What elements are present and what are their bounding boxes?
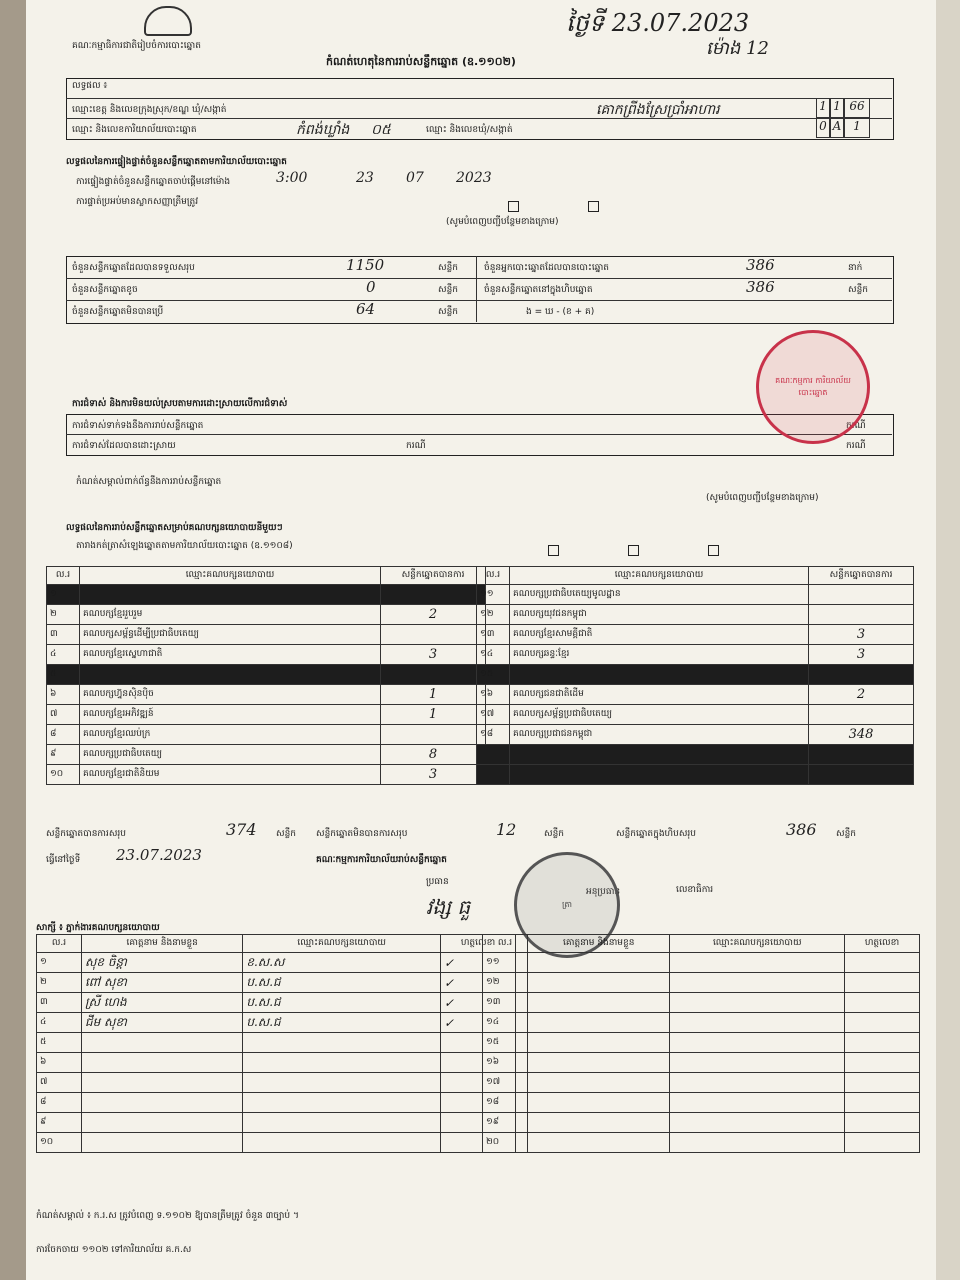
party-results-left xyxy=(46,566,486,785)
party-name xyxy=(510,765,809,785)
objection-count-label: ករណី xyxy=(406,441,426,451)
summary-a-unit: សន្លឹក xyxy=(438,263,458,273)
witness-no: ១ xyxy=(37,953,82,973)
party-results-right xyxy=(476,566,914,785)
party-votes xyxy=(381,725,486,745)
party-no: ៨ xyxy=(47,725,80,745)
party-name xyxy=(80,585,381,605)
code-box: 1 xyxy=(844,118,870,138)
party-name xyxy=(510,665,809,685)
start-time-value: 3:00 xyxy=(276,170,308,186)
summary-e-label: ចំនួនសន្លឹកឆ្នោតនៅក្នុងហិបឆ្នោត xyxy=(484,285,593,295)
witness-empty-cell xyxy=(670,1113,845,1133)
objection-row1: ការជំទាស់ទាក់ទងនឹងការរាប់សន្លឹកឆ្នោត xyxy=(72,421,204,431)
summary-d-label: ចំនួនអ្នកបោះឆ្នោតដែលបានបោះឆ្នោត xyxy=(484,263,610,273)
witness-row xyxy=(37,1053,516,1073)
objection-row2: ការជំទាស់ដែលបានដោះស្រាយ xyxy=(72,441,176,451)
witness-row xyxy=(483,953,920,973)
witness-row xyxy=(37,1033,516,1053)
objection-count-label-3: ករណី xyxy=(846,441,866,451)
witness-name: ពៅ សុខា xyxy=(82,973,243,993)
party-row xyxy=(477,745,914,765)
witness-no: ២០ xyxy=(483,1133,528,1153)
witness-no: ៣ xyxy=(37,993,82,1013)
summary-b-value: 0 xyxy=(366,278,376,296)
witness-no: ១២ xyxy=(483,973,528,993)
start-month: 07 xyxy=(406,170,424,186)
party-no: ១០ xyxy=(47,765,80,785)
party-name xyxy=(80,665,381,685)
summary-a-value: 1150 xyxy=(346,256,385,274)
party-votes xyxy=(381,585,486,605)
witness-table-left xyxy=(36,934,516,1153)
objection-footnote: កំណត់សម្គាល់ពាក់ព័ន្ធនឹងការរាប់សន្លឹកឆ្នោត xyxy=(76,477,222,487)
witness-col-no: ល.រ xyxy=(37,935,82,953)
party-votes: 8 xyxy=(381,745,486,765)
witness-col-name: គោត្តនាម និងនាមខ្លួន xyxy=(82,935,243,953)
witness-empty-cell xyxy=(845,1113,920,1133)
code-box: 1 xyxy=(816,98,830,118)
witness-no: ១៥ xyxy=(483,1033,528,1053)
party-row xyxy=(47,705,486,725)
witness-party: ប.ស.ជ xyxy=(243,973,441,993)
party-votes: 3 xyxy=(381,765,486,785)
witness-row xyxy=(37,1013,516,1033)
witness-row xyxy=(483,973,920,993)
witness-name xyxy=(82,1073,243,1093)
start-day: 23 xyxy=(356,170,374,186)
summary-c-label: ចំនួនសន្លឹកឆ្នោតមិនបានប្រើ xyxy=(72,307,164,317)
witness-empty-cell xyxy=(845,1053,920,1073)
party-row xyxy=(477,645,914,665)
witness-name: ស្រី ហេង xyxy=(82,993,243,1013)
party-name: គណបក្សខ្មែរឈប់ក្រ xyxy=(80,725,381,745)
witness-empty-cell xyxy=(845,1073,920,1093)
party-name: គណបក្សប្រជាជនកម្ពុជា xyxy=(510,725,809,745)
total-all-unit: សន្លឹក xyxy=(836,829,856,839)
total-all-label: សន្លឹកឆ្នោតក្នុងហិបសរុប xyxy=(616,829,696,839)
chair-signature: វង្ស ធួ xyxy=(426,895,471,919)
witness-empty-cell xyxy=(528,993,670,1013)
witness-row xyxy=(37,1133,516,1153)
handwritten-time: ម៉ោង 12 xyxy=(706,38,769,59)
witness-empty-cell xyxy=(845,993,920,1013)
section3-subheading: តារាងកត់ត្រាសំឡេងឆ្នោតតាមការិយាល័យបោះឆ្នោត (ឧ.១១០៨) xyxy=(76,541,293,551)
summary-e-unit: សន្លឹក xyxy=(848,285,868,295)
witness-no: ៩ xyxy=(37,1113,82,1133)
emblem-icon xyxy=(144,6,192,36)
code-box: 0 xyxy=(816,118,830,138)
committee-name: គណៈកម្មាធិការជាតិរៀបចំការបោះឆ្នោត xyxy=(72,41,201,51)
party-no: ១៣ xyxy=(477,625,510,645)
party-votes: 348 xyxy=(809,725,914,745)
witness-party xyxy=(243,1033,441,1053)
witness-sign: ✓ xyxy=(441,1013,516,1033)
party-name: គណបក្សជនជាតិដើម xyxy=(510,685,809,705)
witness-empty-cell xyxy=(670,1033,845,1053)
party-name: គណបក្សប្រជាធិបតេយ្យមូលដ្ឋាន xyxy=(510,585,809,605)
province-label: ឈ្មោះខេត្ត និងលេខក្រុងស្រុក/ខណ្ឌ ឃុំ/សង្កាត់ xyxy=(72,105,227,115)
witness-empty-cell xyxy=(845,1033,920,1053)
witness-name xyxy=(82,1133,243,1153)
witness-no: ២ xyxy=(37,973,82,993)
footer-distribution: ការចែកចាយ ១១០២ ទៅការិយាល័យ គ.ក.ស xyxy=(36,1245,192,1255)
party-votes xyxy=(809,585,914,605)
witness-party: ប.ស.ជ xyxy=(243,1013,441,1033)
red-stamp xyxy=(756,330,870,444)
witness-empty-cell xyxy=(670,993,845,1013)
party-name: គណបក្សខ្មែរជាតិនិយម xyxy=(80,765,381,785)
witness-empty-cell xyxy=(845,1093,920,1113)
party-row xyxy=(47,665,486,685)
witness-no: ៧ xyxy=(37,1073,82,1093)
witness-col-party: ឈ្មោះគណបក្សនយោបាយ xyxy=(670,935,845,953)
identification-heading: លទ្ធផល ៖ xyxy=(72,81,108,91)
witness-row xyxy=(483,1093,920,1113)
party-no xyxy=(477,745,510,765)
witness-name: ជីម សុខា xyxy=(82,1013,243,1033)
witness-no: ១៣ xyxy=(483,993,528,1013)
witness-sign: ✓ xyxy=(441,973,516,993)
party-name: គណបក្សហ្វ៊ុនស៊ិនប៉ិច xyxy=(80,685,381,705)
witness-party xyxy=(243,1073,441,1093)
party-row xyxy=(47,585,486,605)
witness-party xyxy=(243,1093,441,1113)
col-party: ឈ្មោះគណបក្សនយោបាយ xyxy=(80,567,381,585)
total-valid-label: សន្លឹកឆ្នោតបានការសរុប xyxy=(46,829,126,839)
party-votes: 1 xyxy=(381,705,486,725)
witness-empty-cell xyxy=(670,953,845,973)
witness-empty-cell xyxy=(670,1093,845,1113)
witness-sign: ✓ xyxy=(441,993,516,1013)
objection-count-label-2: ករណី xyxy=(846,421,866,431)
party-row xyxy=(477,605,914,625)
party-no: ១៨ xyxy=(477,725,510,745)
party-votes xyxy=(381,625,486,645)
chair-label: ប្រធាន xyxy=(426,877,449,887)
form-sheet xyxy=(26,0,936,1280)
summary-d-value: 386 xyxy=(746,256,775,274)
party-no: ១៧ xyxy=(477,705,510,725)
secretary-label: លេខាធិការ xyxy=(676,885,714,895)
witness-sign: ✓ xyxy=(441,953,516,973)
witness-no: ១១ xyxy=(483,953,528,973)
witness-col-name: គោត្តនាម និងនាមខ្លួន xyxy=(528,935,670,953)
gray-stamp-text: ត្រា xyxy=(562,900,572,909)
witness-no: ១៩ xyxy=(483,1113,528,1133)
party-name: គណបក្សខ្មែររួបរួម xyxy=(80,605,381,625)
province-value: គោកព្រីងស្រែប្រាំអាហារ xyxy=(596,102,720,118)
party-name: គណបក្សសម្ព័ន្ធដើម្បីប្រជាធិបតេយ្យ xyxy=(80,625,381,645)
party-row xyxy=(477,765,914,785)
checkbox[interactable] xyxy=(588,201,599,212)
witness-row xyxy=(37,973,516,993)
section1-heading: លទ្ធផលនៃការផ្ទៀងផ្ទាត់ចំនួនសន្លឹកឆ្នោតតាមការិយាល័យបោះឆ្នោត xyxy=(66,157,287,167)
code-box: 1 xyxy=(830,98,844,118)
party-votes: 3 xyxy=(809,625,914,645)
witness-party xyxy=(243,1053,441,1073)
red-stamp-text: គណៈកម្មការ ការិយាល័យបោះឆ្នោត xyxy=(775,376,851,397)
total-invalid-unit: សន្លឹក xyxy=(544,829,564,839)
witness-no: ៨ xyxy=(37,1093,82,1113)
summary-c-unit: សន្លឹក xyxy=(438,307,458,317)
committee-label: គណៈកម្មការការិយាល័យរាប់សន្លឹកឆ្នោត xyxy=(316,855,447,865)
party-votes: 1 xyxy=(381,685,486,705)
summary-e-value: 386 xyxy=(746,278,775,296)
witness-row xyxy=(483,1053,920,1073)
code-boxes xyxy=(816,98,870,118)
witness-col-sign: ហត្ថលេខា xyxy=(845,935,920,953)
summary-c-value: 64 xyxy=(356,300,376,318)
total-valid-value: 374 xyxy=(226,820,257,839)
party-name: គណបក្សសម្ព័ន្ធប្រជាធិបតេយ្យ xyxy=(510,705,809,725)
witness-row xyxy=(37,953,516,973)
section3-heading: លទ្ធផលនៃការរាប់សន្លឹកឆ្នោតសម្រាប់គណបក្សនយោបាយនីមួយៗ xyxy=(66,523,283,533)
witness-empty-cell xyxy=(845,953,920,973)
party-votes xyxy=(809,765,914,785)
witness-no: ១៦ xyxy=(483,1053,528,1073)
total-invalid-label: សន្លឹកឆ្នោតមិនបានការសរុប xyxy=(316,829,408,839)
witness-row xyxy=(483,1013,920,1033)
footer-note: កំណត់សម្គាល់ ៖ ក.រ.ស ត្រូវបំពេញ ទ.១១០២ ឱ្យបានត្រឹមត្រូវ ចំនួន ៣ច្បាប់ ។ xyxy=(36,1211,299,1221)
commune-label: ឈ្មោះ និងលេខឃុំ/សង្កាត់ xyxy=(426,125,513,135)
party-no: ១២ xyxy=(477,605,510,625)
party-no: ៥ xyxy=(47,665,80,685)
party-row xyxy=(477,625,914,645)
party-votes xyxy=(809,605,914,625)
party-votes: 3 xyxy=(809,645,914,665)
witness-row xyxy=(483,1113,920,1133)
party-votes: 2 xyxy=(809,685,914,705)
witness-party xyxy=(243,1133,441,1153)
party-row xyxy=(477,705,914,725)
party-name: គណបក្សខ្មែរអភិវឌ្ឍន៍ xyxy=(80,705,381,725)
party-votes xyxy=(809,705,914,725)
witness-no: ៤ xyxy=(37,1013,82,1033)
witness-row xyxy=(483,1133,920,1153)
code-boxes-2 xyxy=(816,118,870,138)
witness-name xyxy=(82,1113,243,1133)
party-no: ៤ xyxy=(47,645,80,665)
party-row xyxy=(47,725,486,745)
party-row xyxy=(47,765,486,785)
party-row xyxy=(477,725,914,745)
witness-empty-cell xyxy=(528,1033,670,1053)
party-row xyxy=(47,605,486,625)
witness-heading: សាក្សី ៖ ភ្នាក់ងារគណបក្សនយោបាយ xyxy=(36,923,160,933)
witness-row xyxy=(37,1093,516,1113)
witness-name xyxy=(82,1093,243,1113)
section1-note: (សូមបំពេញបញ្ជីបន្ថែមខាងក្រោម) xyxy=(446,217,559,227)
checkbox[interactable] xyxy=(548,545,559,556)
witness-empty-cell xyxy=(670,1133,845,1153)
sign-date-value: 23.07.2023 xyxy=(116,846,202,864)
witness-row xyxy=(483,1073,920,1093)
party-no: ១៤ xyxy=(477,645,510,665)
witness-row xyxy=(483,993,920,1013)
section2-heading: ការជំទាស់ និងការមិនយល់ស្របតាមការដោះស្រាយលើការជំទាស់ xyxy=(72,399,288,409)
summary-a-label: ចំនួនសន្លឹកឆ្នោតដែលបានទទួលសរុប xyxy=(72,263,195,273)
witness-name: សុខ ចិន្ដា xyxy=(82,953,243,973)
summary-d-unit: នាក់ xyxy=(848,263,863,273)
form-title: កំណត់ហេតុនៃការរាប់សន្លឹកឆ្នោត (ឧ.១១០២) xyxy=(326,55,516,68)
witness-empty-cell xyxy=(670,1013,845,1033)
witness-empty-cell xyxy=(845,1013,920,1033)
witness-party xyxy=(243,1113,441,1133)
party-no: ១៦ xyxy=(477,685,510,705)
party-row xyxy=(47,685,486,705)
start-year: 2023 xyxy=(456,170,492,186)
party-votes xyxy=(809,665,914,685)
office-label: ឈ្មោះ និងលេខការិយាល័យបោះឆ្នោត xyxy=(72,125,197,135)
handwritten-date: ថ្ងៃទី 23.07.2023 xyxy=(566,9,750,37)
witness-empty-cell xyxy=(528,1053,670,1073)
party-row xyxy=(47,645,486,665)
col-votes: សន្លឹកឆ្នោតបានការ xyxy=(809,567,914,585)
checkbox[interactable] xyxy=(708,545,719,556)
witness-row xyxy=(483,1033,920,1053)
party-no: ១៥ xyxy=(477,665,510,685)
party-no: ១ xyxy=(47,585,80,605)
witness-no: ៦ xyxy=(37,1053,82,1073)
witness-row xyxy=(37,993,516,1013)
witness-row xyxy=(37,1073,516,1093)
witness-col-party: ឈ្មោះគណបក្សនយោបាយ xyxy=(243,935,441,953)
party-row xyxy=(47,745,486,765)
party-no: ២ xyxy=(47,605,80,625)
party-votes: 3 xyxy=(381,645,486,665)
office-code: ០៥ xyxy=(371,122,391,138)
total-all-value: 386 xyxy=(786,820,817,839)
party-votes xyxy=(809,745,914,765)
party-name xyxy=(510,745,809,765)
witness-no: ១០ xyxy=(37,1133,82,1153)
party-row xyxy=(477,665,914,685)
party-name: គណបក្សឆន្ទៈខ្មែរ xyxy=(510,645,809,665)
witness-table-right xyxy=(482,934,920,1153)
party-name: គណបក្សយុវជនកម្ពុជា xyxy=(510,605,809,625)
code-box: A xyxy=(830,118,844,138)
member-label: អនុប្រធាន xyxy=(586,887,621,897)
party-row xyxy=(477,685,914,705)
party-votes: 2 xyxy=(381,605,486,625)
witness-name xyxy=(82,1033,243,1053)
witness-no: ៥ xyxy=(37,1033,82,1053)
sign-date-label: ធ្វើនៅថ្ងៃទី xyxy=(46,855,81,865)
party-no: ៧ xyxy=(47,705,80,725)
summary-b-label: ចំនួនសន្លឹកឆ្នោតខូច xyxy=(72,285,138,295)
checkbox[interactable] xyxy=(628,545,639,556)
witness-empty-cell xyxy=(528,1113,670,1133)
summary-formula: ង = ឃ - (ខ + គ) xyxy=(526,307,595,317)
party-no: ៩ xyxy=(47,745,80,765)
witness-empty-cell xyxy=(670,1053,845,1073)
witness-empty-cell xyxy=(528,953,670,973)
total-valid-unit: សន្លឹក xyxy=(276,829,296,839)
witness-empty-cell xyxy=(528,1093,670,1113)
witness-col-sign: ហត្ថលេខា xyxy=(441,935,516,953)
witness-party: ប.ស.ជ xyxy=(243,993,441,1013)
seal-label: ការផ្ទាត់ប្រអប់មានស្លាកសញ្ញាត្រឹមត្រូវ xyxy=(76,197,199,207)
witness-party: ខ.ស.ស xyxy=(243,953,441,973)
party-name: គណបក្សខ្មែរសាមគ្គីជាតិ xyxy=(510,625,809,645)
witness-empty-cell xyxy=(670,973,845,993)
party-votes xyxy=(381,665,486,685)
summary-b-unit: សន្លឹក xyxy=(438,285,458,295)
witness-empty-cell xyxy=(528,1013,670,1033)
witness-no: ១៤ xyxy=(483,1013,528,1033)
col-no: ល.រ xyxy=(477,567,510,585)
col-party: ឈ្មោះគណបក្សនយោបាយ xyxy=(510,567,809,585)
witness-empty-cell xyxy=(528,1133,670,1153)
witness-empty-cell xyxy=(528,1073,670,1093)
total-invalid-value: 12 xyxy=(496,820,517,839)
col-votes: សន្លឹកឆ្នោតបានការ xyxy=(381,567,486,585)
witness-name xyxy=(82,1053,243,1073)
party-no: ១១ xyxy=(477,585,510,605)
code-box: 66 xyxy=(844,98,870,118)
witness-empty-cell xyxy=(528,973,670,993)
party-row xyxy=(47,625,486,645)
party-name: គណបក្សប្រជាធិបតេយ្យ xyxy=(80,745,381,765)
party-row xyxy=(477,585,914,605)
party-no: ៦ xyxy=(47,685,80,705)
party-no xyxy=(477,765,510,785)
col-no: ល.រ xyxy=(47,567,80,585)
witness-row xyxy=(37,1113,516,1133)
witness-empty-cell xyxy=(845,973,920,993)
witness-col-no: ល.រ xyxy=(483,935,528,953)
witness-no: ១៧ xyxy=(483,1073,528,1093)
office-value: កំពង់ឃ្លាំង xyxy=(296,122,350,138)
witness-no: ១៨ xyxy=(483,1093,528,1113)
start-time-label: ការផ្ទៀងផ្ទាត់ចំនួនសន្លឹកឆ្នោតចាប់ផ្តើមនៅម៉ោង xyxy=(76,177,231,187)
party-no: ៣ xyxy=(47,625,80,645)
checkbox[interactable] xyxy=(508,201,519,212)
witness-empty-cell xyxy=(670,1073,845,1093)
party-name: គណបក្សខ្មែរស្នេហាជាតិ xyxy=(80,645,381,665)
witness-empty-cell xyxy=(845,1133,920,1153)
objection-footnote-hint: (សូមបំពេញបញ្ជីបន្ថែមខាងក្រោម) xyxy=(706,493,819,503)
